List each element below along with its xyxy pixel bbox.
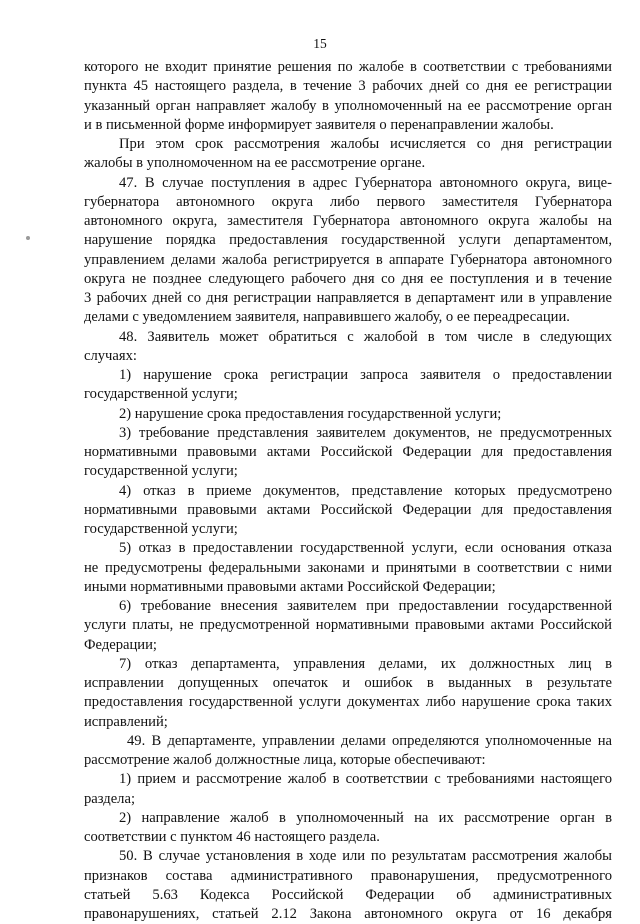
- text-line: 2) нарушение срока предоставления государственной услуги;: [119, 405, 502, 422]
- text-line: иными нормативными правовыми актами Российской Федерации;: [84, 578, 496, 595]
- text-line: исправлении допущенных опечаток и ошибок в выданных в результате: [84, 675, 612, 691]
- text-line: правонарушениях, статьей 2.12 Закона автономного округа от 16 декабря: [84, 906, 612, 922]
- text-line: 1) нарушение срока регистрации запроса заявителя о предоставлении: [119, 367, 612, 383]
- text-line: государственной услуги;: [84, 386, 238, 403]
- text-line: соответствии с пунктом 46 настоящего раздела.: [84, 829, 380, 845]
- text-line: государственной услуги;: [84, 463, 238, 480]
- text-line: 48. Заявитель может обратиться с жалобой в том числе в следующих: [119, 328, 612, 345]
- text-line: 7) отказ департамента, управления делами, их должностных лиц в: [119, 655, 612, 672]
- text-line: раздела;: [84, 790, 135, 807]
- text-line: автономного округа, заместителя Губернатора автономного округа жалобы на: [84, 213, 612, 229]
- text-line: 5) отказ в предоставлении государственной услуги, если основания отказа: [119, 540, 612, 557]
- text-line: 49. В департаменте, управлении делами определяются уполномоченные на: [127, 732, 612, 749]
- text-line: нормативными правовыми актами Российской Федерации для предоставления: [84, 444, 612, 460]
- text-line: указанный орган направляет жалобу в уполномоченный на ее рассмотрение орган: [84, 97, 612, 114]
- margin-dot-mark: [26, 236, 30, 240]
- text-line: 3 рабочих дней со дня регистрации направляется в департамент или в управление: [84, 290, 612, 306]
- text-line: Федерации;: [84, 636, 157, 653]
- text-line: управлением делами жалоба регистрируется в аппарате Губернатора автономного: [84, 251, 612, 268]
- text-line: государственной услуги;: [84, 521, 238, 537]
- text-line: 2) направление жалоб в уполномоченный на их рассмотрение орган в: [119, 809, 612, 826]
- text-line: нарушение порядка предоставления государственной услуги департаментом,: [84, 232, 612, 249]
- text-line: услуги платы, не предусмотренной нормативными правовыми актами Российской: [84, 617, 612, 634]
- text-line: и в письменной форме информирует заявителя о перенаправлении жалобы.: [84, 116, 554, 133]
- text-line: 50. В случае установления в ходе или по результатам рассмотрения жалобы: [119, 848, 612, 865]
- text-line: делами с уведомлением заявителя, направившего жалобу, о ее переадресации.: [84, 309, 570, 326]
- text-line: рассмотрение жалоб должностные лица, которые обеспечивают:: [84, 752, 486, 768]
- text-line: 6) требование внесения заявителем при предоставлении государственной: [119, 598, 612, 614]
- text-line: 1) прием и рассмотрение жалоб в соответствии с требованиями настоящего: [119, 771, 612, 788]
- document-body-text: [84, 58, 612, 924]
- text-line: предоставления государственной услуги документах либо нарушение срока таких: [84, 694, 612, 711]
- text-line: признаков состава административного правонарушения, предусмотренного: [84, 867, 612, 884]
- text-line: 3) требование представления заявителем документов, не предусмотренных: [119, 424, 612, 441]
- text-line: статьей 5.63 Кодекса Российской Федерации об административных: [84, 886, 612, 903]
- text-line: случаях:: [84, 347, 137, 364]
- text-line: не предусмотрены федеральными законами и принятыми в соответствии с ними: [84, 559, 612, 576]
- text-line: пункта 45 настоящего раздела, в течение 3 рабочих дней со дня ее регистрации: [84, 78, 612, 95]
- text-line: нормативными правовыми актами Российской Федерации для предоставления: [84, 501, 612, 518]
- text-line: 47. В случае поступления в адрес Губернатора автономного округа, вице-: [119, 174, 612, 191]
- text-line: которого не входит принятие решения по жалобе в соответствии с требованиями: [84, 59, 612, 75]
- text-line: исправлений;: [84, 713, 168, 730]
- page-number: 15: [313, 36, 327, 51]
- text-line: губернатора автономного округа либо первого заместителя Губернатора: [84, 193, 612, 210]
- text-line: жалобы в уполномоченном на ее рассмотрение органе.: [84, 155, 426, 172]
- text-line: 4) отказ в приеме документов, представление которых предусмотрено: [119, 482, 612, 499]
- text-line: При этом срок рассмотрения жалобы исчисляется со дня регистрации: [119, 136, 612, 152]
- text-line: округа не позднее следующего рабочего дня со дня ее поступления и в течение: [84, 270, 612, 287]
